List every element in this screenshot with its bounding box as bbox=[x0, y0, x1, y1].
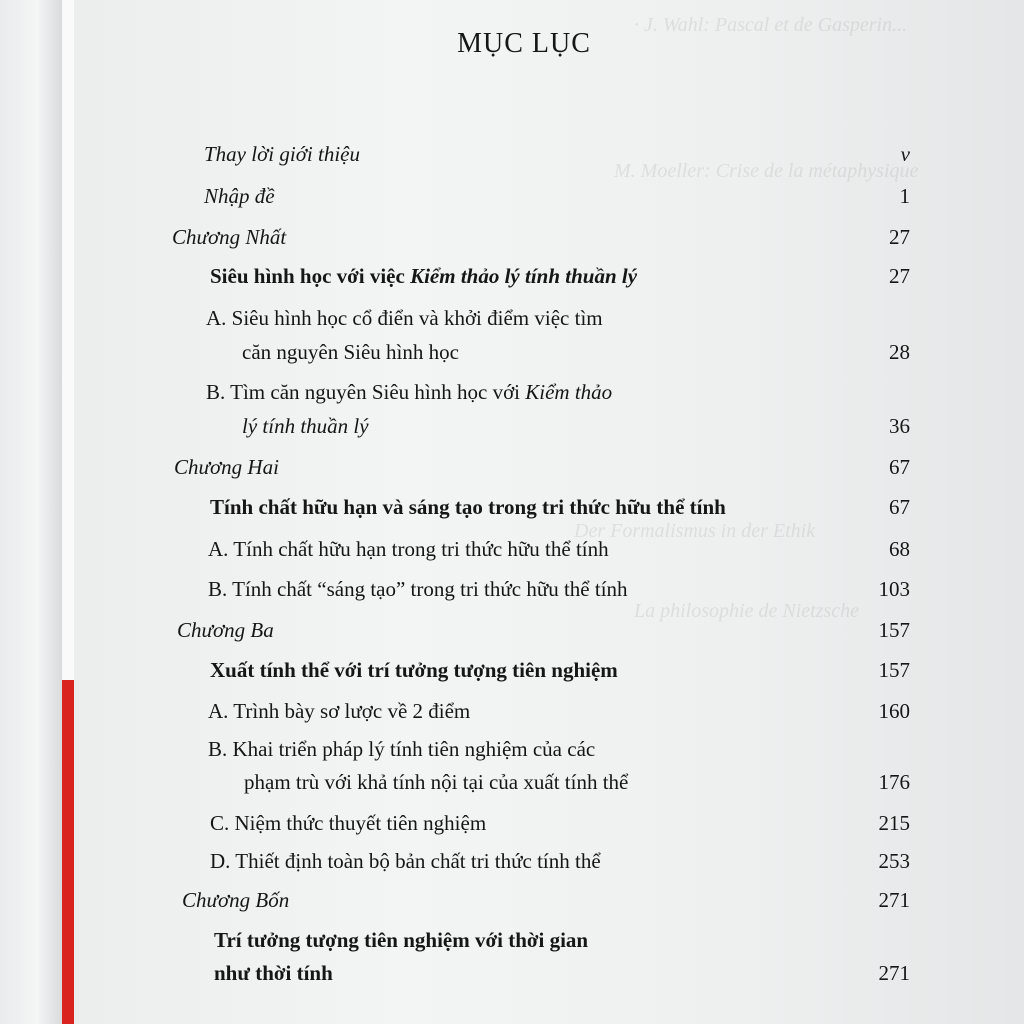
toc-entry-page: 176 bbox=[878, 770, 910, 794]
show-through-text: Der Formalismus in der Ethik bbox=[574, 520, 816, 542]
toc-entry-page: 271 bbox=[878, 961, 910, 985]
book-edge bbox=[0, 0, 62, 1024]
page-title: MỤC LỤC bbox=[457, 28, 591, 59]
toc-entry-label: lý tính thuần lý bbox=[242, 414, 369, 438]
toc-entry-page: 157 bbox=[878, 618, 910, 642]
chapter-title-label: Siêu hình học với việc Kiểm thảo lý tính thuần lý bbox=[210, 264, 638, 288]
chapter-title-label: như thời tính bbox=[214, 961, 333, 985]
toc-entry-page: 1 bbox=[899, 184, 910, 208]
toc-entry-label: B. Tính chất “sáng tạo” trong tri thức hữu thể tính bbox=[208, 577, 628, 601]
toc-entry-page: 68 bbox=[889, 537, 910, 561]
toc-entry-page: 103 bbox=[878, 577, 910, 601]
cover-edge bbox=[62, 0, 74, 680]
toc-entry-page: 27 bbox=[889, 264, 910, 288]
toc-entry-page: v bbox=[900, 142, 910, 166]
red-cover-stripe bbox=[62, 680, 74, 1024]
table-of-contents-page bbox=[74, 0, 1024, 1024]
toc-entry-label: Thay lời giới thiệu bbox=[204, 142, 360, 166]
chapter-title-label: Tính chất hữu hạn và sáng tạo trong tri thức hữu thể tính bbox=[210, 495, 726, 519]
toc-entry-label: B. Tìm căn nguyên Siêu hình học với Kiểm thảo bbox=[206, 380, 613, 404]
toc-entry-label: phạm trù với khả tính nội tại của xuất tính thể bbox=[244, 770, 629, 794]
toc-entry-page: 36 bbox=[889, 414, 910, 438]
toc-entry-page: 28 bbox=[889, 340, 910, 364]
toc-entry-label: căn nguyên Siêu hình học bbox=[242, 340, 459, 364]
toc-entry-page: 67 bbox=[889, 495, 910, 519]
toc-entry-label: B. Khai triển pháp lý tính tiên nghiệm của các bbox=[208, 737, 596, 761]
chapter-label: Chương Bốn bbox=[182, 888, 290, 912]
toc-entry-label: D. Thiết định toàn bộ bản chất tri thức tính thể bbox=[210, 849, 601, 873]
chapter-title-label: Xuất tính thể với trí tưởng tượng tiên nghiệm bbox=[210, 658, 618, 682]
chapter-label: Chương Hai bbox=[174, 455, 279, 479]
toc-entry-page: 157 bbox=[878, 658, 910, 682]
chapter-title-label: Trí tưởng tượng tiên nghiệm với thời gian bbox=[214, 928, 589, 952]
toc-entry-page: 215 bbox=[878, 811, 910, 835]
toc-entry-label: Nhập đề bbox=[204, 184, 275, 208]
show-through-text: La philosophie de Nietzsche bbox=[634, 600, 859, 622]
toc-entry-page: 67 bbox=[889, 455, 910, 479]
toc-entry-label: A. Tính chất hữu hạn trong tri thức hữu thể tính bbox=[208, 537, 609, 561]
toc-entry-page: 271 bbox=[878, 888, 910, 912]
chapter-label: Chương Ba bbox=[177, 618, 274, 642]
toc-entry-label: C. Niệm thức thuyết tiên nghiệm bbox=[210, 811, 487, 835]
toc-entry-page: 253 bbox=[878, 849, 910, 873]
show-through-text: · J. Wahl: Pascal et de Gasperin... bbox=[634, 14, 908, 36]
chapter-label: Chương Nhất bbox=[172, 225, 287, 249]
toc-entry-label: A. Trình bày sơ lược về 2 điểm bbox=[208, 699, 471, 723]
show-through-text: M. Moeller: Crise de la métaphysique bbox=[614, 160, 919, 182]
toc-entry-page: 160 bbox=[878, 699, 910, 723]
toc-entry-label: A. Siêu hình học cổ điển và khởi điểm việc tìm bbox=[206, 306, 603, 330]
toc-entry-page: 27 bbox=[889, 225, 910, 249]
